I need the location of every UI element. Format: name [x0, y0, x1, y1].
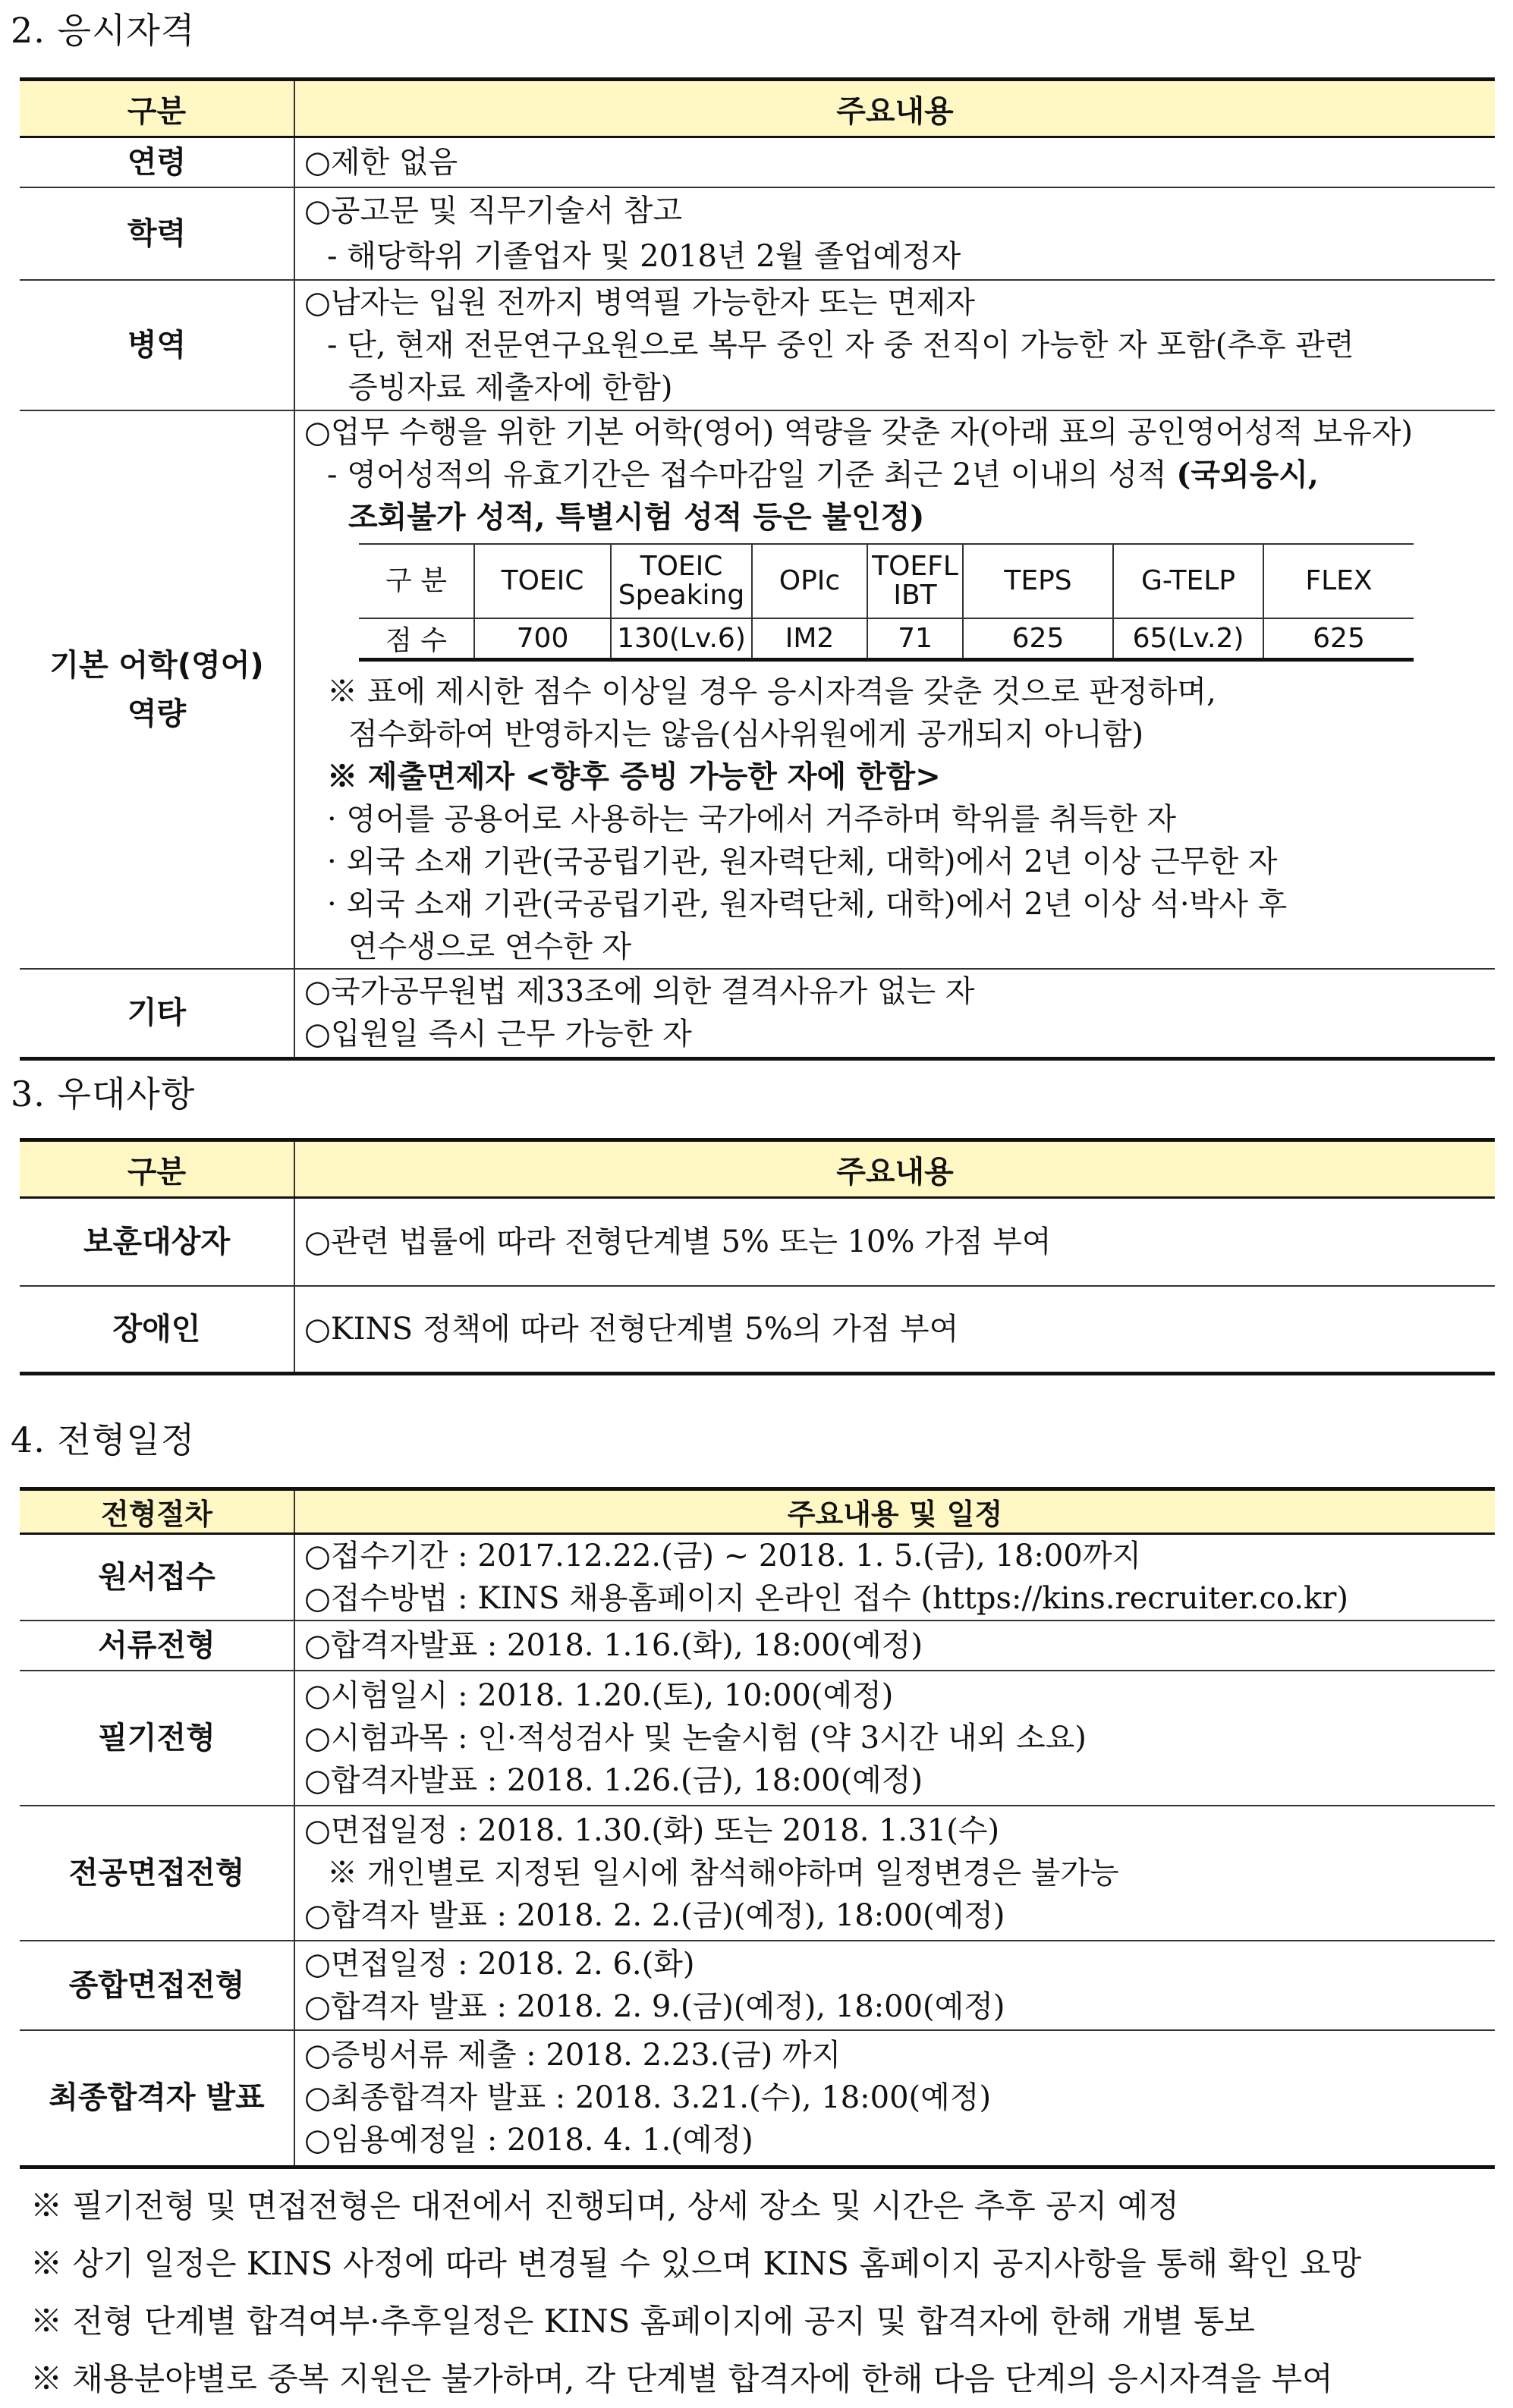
content-line: - 해당학위 기졸업자 및 2018년 2월 졸업예정자	[327, 239, 961, 274]
content-line: ○면접일정 : 2018. 1.30.(화) 또는 2018. 1.31(수)	[304, 1813, 1000, 1848]
footnote: ※ 전형 단계별 합격여부·추후일정은 KINS 홈페이지에 공지 및 합격자에 한해 개별 통보	[30, 2303, 1256, 2340]
score-value: 625	[963, 618, 1113, 660]
content-line: ○증빙서류 제출 : 2018. 2.23.(금) 까지	[304, 2038, 841, 2073]
score-value: 65(Lv.2)	[1113, 618, 1263, 660]
content-line: ○KINS 정책에 따라 전형단계별 5%의 가점 부여	[304, 1311, 959, 1347]
section-title-schedule: 4. 전형일정	[11, 1419, 196, 1460]
header-category: 구분	[20, 80, 294, 137]
table-row	[20, 1621, 1495, 1671]
content-line: ※ 제출면제자 <향후 증빙 가능한 자에 한함>	[327, 759, 941, 794]
header-content: 주요내용	[294, 1140, 1495, 1198]
score-head: FLEX	[1263, 544, 1414, 618]
row-label: 서류전형	[20, 1621, 294, 1671]
score-head: TOEIC Speaking	[611, 544, 752, 618]
row-label-language	[20, 410, 294, 969]
table-row	[20, 137, 1495, 188]
content-line: ○합격자발표 : 2018. 1.16.(화), 18:00(예정)	[304, 1628, 923, 1663]
content-line: ○관련 법률에 따라 전형단계별 5% 또는 10% 가점 부여	[304, 1224, 1052, 1259]
table-row	[20, 280, 1495, 410]
footnotes	[30, 2177, 1361, 2408]
table-row	[20, 1198, 1495, 1286]
score-value: 700	[474, 618, 611, 660]
table-row	[20, 187, 1495, 280]
section-title-preference: 3. 우대사항	[11, 1074, 196, 1114]
content-line: ○최종합격자 발표 : 2018. 3.21.(수), 18:00(예정)	[304, 2080, 992, 2116]
table-row	[20, 969, 1495, 1058]
row-label-age: 연령	[20, 137, 294, 188]
content-line: · 외국 소재 기관(국공립기관, 원자력단체, 대학)에서 2년 이상 근무한 자	[327, 844, 1278, 879]
content-line: ※ 개인별로 지정된 일시에 참석해야하며 일정변경은 불가능	[327, 1856, 1119, 1891]
row-label-other: 기타	[20, 969, 294, 1058]
table-row	[20, 2030, 1495, 2167]
score-value: 625	[1263, 618, 1414, 660]
content-line: · 영어를 공용어로 사용하는 국가에서 거주하며 학위를 취득한 자	[327, 802, 1177, 837]
row-label-education: 학력	[20, 187, 294, 280]
content-line: ○공고문 및 직무기술서 참고	[304, 193, 683, 228]
content-line: 증빙자료 제출자에 한함)	[348, 370, 673, 405]
content-line: ○합격자 발표 : 2018. 2. 2.(금)(예정), 18:00(예정)	[304, 1898, 1005, 1933]
row-label: 원서접수	[20, 1534, 294, 1621]
header-category: 구분	[20, 1140, 294, 1198]
row-label: 보훈대상자	[20, 1198, 294, 1286]
english-score-table	[359, 543, 1414, 662]
schedule-table	[20, 1487, 1495, 2169]
score-head: TOEIC	[474, 544, 611, 618]
score-value: 71	[867, 618, 963, 660]
row-label: 전공면접전형	[20, 1806, 294, 1941]
content-line: ○접수방법 : KINS 채용홈페이지 온라인 접수 (https://kins.recruiter.co.kr)	[304, 1581, 1348, 1616]
table-row	[20, 1534, 1495, 1621]
header-schedule: 주요내용 및 일정	[294, 1489, 1495, 1534]
content-line: ○입원일 즉시 근무 가능한 자	[304, 1017, 692, 1052]
score-head: G-TELP	[1113, 544, 1263, 618]
content-line: ○시험과목 : 인·적성검사 및 논술시험 (약 3시간 내외 소요)	[304, 1721, 1087, 1756]
row-label: 종합면접전형	[20, 1941, 294, 2030]
table-row	[20, 1671, 1495, 1806]
row-label-military: 병역	[20, 280, 294, 410]
content-line: - 영어성적의 유효기간은 접수마감일 기준 최근 2년 이내의 성적 (국외응시,	[327, 457, 1319, 492]
table-row	[20, 1286, 1495, 1374]
score-head: 구 분	[359, 544, 474, 618]
content-line: ○임용예정일 : 2018. 4. 1.(예정)	[304, 2123, 753, 2158]
score-head: TOEFL IBT	[867, 544, 963, 618]
row-label: 장애인	[20, 1286, 294, 1374]
content-line: ○국가공무원법 제33조에 의한 결격사유가 없는 자	[304, 974, 975, 1010]
content-line: ○면접일정 : 2018. 2. 6.(화)	[304, 1947, 695, 1982]
header-step: 전형절차	[20, 1489, 294, 1534]
footnote: ※ 상기 일정은 KINS 사정에 따라 변경될 수 있으며 KINS 홈페이지 공지사항을 통해 확인 요망	[30, 2245, 1362, 2282]
table-row	[20, 1941, 1495, 2030]
score-value: 점 수	[359, 618, 474, 660]
score-value: 130(Lv.6)	[611, 618, 752, 660]
content-line: · 외국 소재 기관(국공립기관, 원자력단체, 대학)에서 2년 이상 석·박사 후	[327, 887, 1288, 922]
content-line: ○남자는 입원 전까지 병역필 가능한자 또는 면제자	[304, 285, 975, 320]
content-line: ○합격자발표 : 2018. 1.26.(금), 18:00(예정)	[304, 1763, 923, 1798]
score-value: IM2	[752, 618, 867, 660]
eligibility-table	[20, 77, 1495, 1061]
header-content: 주요내용	[294, 80, 1495, 137]
content-line: 점수화하여 반영하지는 않음(심사위원에게 공개되지 아니함)	[348, 717, 1144, 752]
content-line: 조회불가 성적, 특별시험 성적 등은 불인정)	[348, 499, 925, 535]
label-line: 기본 어학(영어)	[49, 648, 264, 683]
score-head: TEPS	[963, 544, 1113, 618]
label-line: 역량	[127, 696, 187, 731]
row-label: 최종합격자 발표	[20, 2030, 294, 2167]
row-label: 필기전형	[20, 1671, 294, 1806]
footnote: ※ 채용분야별로 중복 지원은 불가하며, 각 단계별 합격자에 한해 다음 단계의 응시자격을 부여	[30, 2360, 1333, 2397]
content-line: ○접수기간 : 2017.12.22.(금) ~ 2018. 1. 5.(금), 18:00까지	[304, 1539, 1142, 1573]
footnote: ※ 필기전형 및 면접전형은 대전에서 진행되며, 상세 장소 및 시간은 추후 공지 예정	[30, 2187, 1179, 2224]
content-line: ※ 표에 제시한 점수 이상일 경우 응시자격을 갖춘 것으로 판정하며,	[327, 674, 1216, 709]
preference-table	[20, 1138, 1495, 1375]
table-row	[20, 1806, 1495, 1941]
content-line: ○합격자 발표 : 2018. 2. 9.(금)(예정), 18:00(예정)	[304, 1989, 1005, 2024]
content-line: 연수생으로 연수한 자	[348, 929, 632, 964]
score-head: OPIc	[752, 544, 867, 618]
content-line: - 단, 현재 전문연구요원으로 복무 중인 자 중 전직이 가능한 자 포함(추후 관련	[327, 328, 1354, 363]
section-title-eligibility: 2. 응시자격	[11, 10, 196, 51]
content-line: ○시험일시 : 2018. 1.20.(토), 10:00(예정)	[304, 1678, 894, 1713]
table-row	[20, 410, 1495, 969]
content-line: ○제한 없음	[304, 145, 458, 180]
content-line: ○업무 수행을 위한 기본 어학(영어) 역량을 갖춘 자(아래 표의 공인영어성적 보유자)	[304, 415, 1413, 450]
